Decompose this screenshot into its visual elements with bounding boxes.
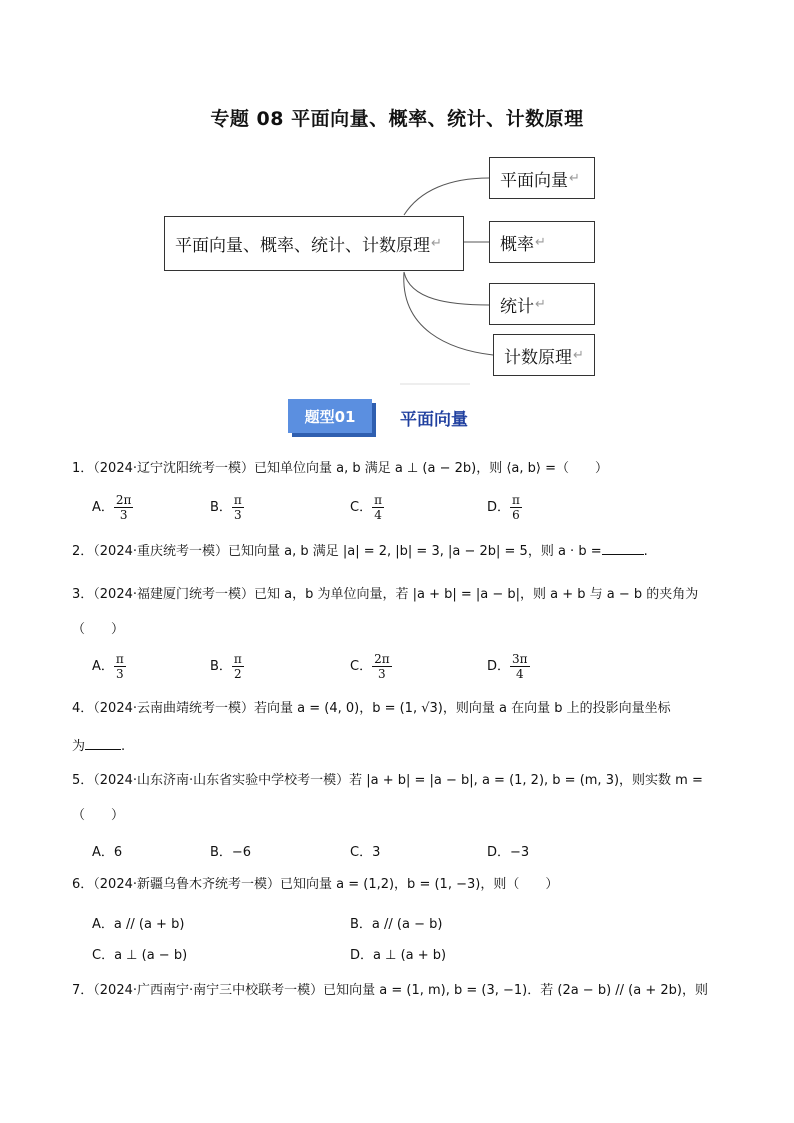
q5-option-a: A．6 [92, 845, 123, 860]
question-5-paren: （ ） [72, 808, 125, 823]
mindmap-branch-vector: 平面向量 ↵ [489, 157, 595, 199]
mindmap-branch-label: 统计 [500, 296, 534, 317]
q1-option-a: A． $\frac{2\pi}{3}$ [92, 493, 132, 522]
q3-option-a: A． $\frac{\pi}{3}$ [92, 652, 124, 681]
answer-blank [602, 542, 644, 555]
q1-option-b: B． $\frac{\pi}{3}$ [210, 493, 242, 522]
question-6: 6．（2024·新疆乌鲁木齐统考一模）已知向量 a = (1,2)，b = (1, −3)，则（ ） [72, 877, 559, 892]
mindmap-center-label: 平面向量、概率、统计、计数原理 [175, 236, 430, 256]
mindmap-branch-label: 概率 [500, 234, 534, 255]
mindmap-branch-statistics: 统计 ↵ [489, 283, 595, 325]
q5-option-d: D．−3 [487, 845, 530, 860]
q6-option-c: C．a ⊥ (a − b) [92, 948, 188, 963]
question-2: 2．（2024·重庆统考一模）已知向量 a, b 满足 |a| = 2, |b| = 3, |a − 2b| = 5，则 a · b = . [72, 544, 648, 559]
q3-option-b: B． $\frac{\pi}{2}$ [210, 652, 242, 681]
mindmap-branch-label: 计数原理 [504, 347, 572, 368]
section-badge: 题型01 [288, 399, 372, 433]
mindmap-branch-counting: 计数原理 ↵ [493, 334, 595, 376]
mindmap-branch-label: 平面向量 [500, 170, 568, 191]
question-4: 4．（2024·云南曲靖统考一模）若向量 a = (4, 0)，b = (1, √3)，则向量 a 在向量 b 上的投影向量坐标 [72, 701, 671, 716]
q5-option-c: C．3 [350, 845, 381, 860]
question-3-paren: （ ） [72, 622, 125, 637]
question-1: 1．（2024·辽宁沈阳统考一模）已知单位向量 a, b 满足 a ⊥ (a − 2b)，则 ⟨a, b⟩ =（ ） [72, 461, 608, 476]
q3-option-d: D． $\frac{3\pi}{4}$ [487, 652, 528, 681]
section-title: 平面向量 [400, 410, 468, 430]
q1-option-d: D． $\frac{\pi}{6}$ [487, 493, 520, 522]
q3-option-c: C． $\frac{2\pi}{3}$ [350, 652, 390, 681]
q2-stem: 2．（2024·重庆统考一模）已知向量 a, b 满足 |a| = 2, |b| = 3, |a − 2b| = 5，则 a · b = [72, 544, 602, 559]
q6-option-a: A．a // (a + b) [92, 917, 185, 932]
question-3: 3．（2024·福建厦门统考一模）已知 a，b 为单位向量，若 |a + b| = |a − b|，则 a + b 与 a − b 的夹角为 [72, 587, 699, 602]
return-mark-icon: ↵ [431, 236, 442, 251]
q1-option-c: C． $\frac{\pi}{4}$ [350, 493, 382, 522]
q6-option-b: B．a // (a − b) [350, 917, 443, 932]
q6-option-d: D．a ⊥ (a + b) [350, 948, 447, 963]
question-4-line2: 为 . [72, 739, 126, 754]
answer-blank [85, 737, 121, 750]
mindmap-branch-probability: 概率 ↵ [489, 221, 595, 263]
question-5: 5．（2024·山东济南·山东省实验中学校考一模）若 |a + b| = |a − b|, a = (1, 2), b = (m, 3)，则实数 m = [72, 773, 703, 788]
q5-option-b: B．−6 [210, 845, 252, 860]
question-7: 7．（2024·广西南宁·南宁三中校联考一模）已知向量 a = (1, m), b = (3, −1)．若 (2a − b) // (a + 2b)，则 [72, 983, 708, 998]
page-title: 专题 08 平面向量、概率、统计、计数原理 [210, 108, 584, 130]
mindmap-center [164, 216, 464, 271]
